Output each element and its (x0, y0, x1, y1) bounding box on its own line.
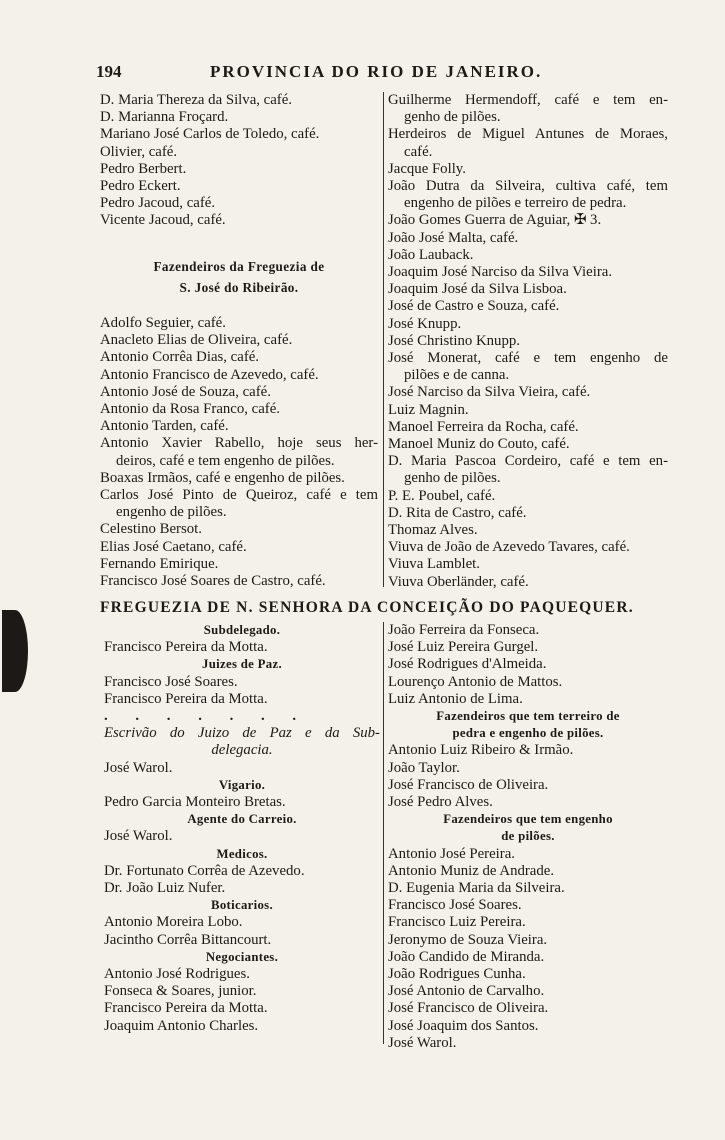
list-item: José Knupp. (388, 315, 462, 332)
list-item: Jacintho Corrêa Bittancourt. (104, 931, 272, 948)
list-item: José de Castro e Souza, café. (388, 298, 560, 315)
list-item: Francisco Pereira da Motta. (104, 639, 268, 656)
list-item: Celestino Bersot. (100, 521, 202, 538)
list-item: João Rodrigues Cunha. (388, 966, 526, 983)
page-number: 194 (96, 62, 122, 81)
list-item: Adolfo Seguier, café. (100, 315, 226, 331)
list-item: Jeronymo de Souza Vieira. (388, 931, 548, 948)
section-heading: pedra e engenho de pilões. (452, 726, 604, 741)
list-item: João Lauback. (388, 246, 474, 263)
list-item: Francisco Pereira da Motta. (104, 690, 268, 707)
list-item: Carlos José Pinto de Queiroz, café e tem (100, 487, 378, 504)
list-item: Herdeiros de Miguel Antunes de Moraes, (388, 126, 668, 143)
section-heading: Fazendeiros que tem engenho (443, 812, 613, 827)
role-heading: Negociantes. (205, 949, 279, 964)
role-heading: Subdelegado. (203, 623, 281, 637)
list-item: Viuva Lamblet. (388, 556, 480, 573)
list-item: Antonio José Pereira. (388, 845, 515, 862)
section-heading: S. José do Ribeirão. (179, 280, 299, 296)
list-item: Antonio Tarden, café. (100, 418, 229, 435)
role-heading: Boticarios. (211, 898, 273, 913)
list-item: Fernando Emirique. (100, 555, 219, 572)
list-item: D. Eugenia Maria da Silveira. (388, 880, 565, 897)
list-item: João José Malta, café. (388, 229, 519, 246)
list-item: Mariano José Carlos de Toledo, café. (100, 126, 320, 143)
list-item: José Narciso da Silva Vieira, café. (388, 384, 591, 401)
list-item: D. Maria Pascoa Cordeiro, café e tem en- (388, 453, 668, 470)
list-item: Guilherme Hermendoff, café e tem en- (388, 92, 668, 108)
ribeirao-list (100, 315, 378, 590)
list-item: Lourenço Antonio de Mattos. (388, 673, 563, 690)
role-heading: Vigario. (218, 777, 266, 792)
list-item: Antonio Xavier Rabello, hoje seus her- (100, 435, 378, 452)
list-item: Joaquim José Narciso da Silva Vieira. (388, 264, 613, 281)
list-item: Antonio da Rosa Franco, café. (100, 401, 280, 418)
role-heading: delegacia. (211, 742, 273, 759)
list-item: Antonio José de Souza, café. (100, 383, 271, 400)
top-right-column (388, 92, 668, 591)
list-item: Dr. Fortunato Corrêa de Azevedo. (104, 862, 305, 879)
paquequer-left-column (104, 622, 380, 1035)
list-item: Antonio Muniz de Andrade. (388, 862, 555, 879)
list-item: Antonio Moreira Lobo. (104, 914, 243, 931)
list-item: P. E. Poubel, café. (388, 487, 496, 504)
list-item: José Pedro Alves. (388, 794, 493, 811)
list-item: Pedro Garcia Monteiro Bretas. (104, 794, 286, 811)
top-left-column (100, 92, 378, 230)
list-item: Pedro Eckert. (100, 178, 181, 195)
list-item: José Warol. (388, 1034, 457, 1051)
role-heading: Escrivão do Juizo de Paz e da Sub- (104, 725, 380, 742)
list-item: engenho de pilões. (116, 504, 227, 521)
list-item: Antonio Francisco de Azevedo, café. (100, 366, 319, 383)
list-item: Luiz Antonio de Lima. (388, 690, 523, 707)
list-item: D. Rita de Castro, café. (388, 504, 527, 521)
list-item: Antonio Luiz Ribeiro & Irmão. (388, 742, 574, 759)
list-item: Francisco Pereira da Motta. (104, 1000, 268, 1017)
list-item: Boaxas Irmãos, café e engenho de pilões. (100, 469, 345, 486)
list-item: genho de pilões. (404, 109, 501, 126)
list-item: engenho de pilões e terreiro de pedra. (404, 195, 627, 212)
list-item: Manoel Muniz do Couto, café. (388, 436, 570, 453)
list-item: João Candido de Miranda. (388, 948, 545, 965)
list-item: João Taylor. (388, 759, 460, 776)
list-item: João Ferreira da Fonseca. (388, 622, 540, 638)
list-item: José Warol. (104, 828, 173, 845)
list-item: Anacleto Elias de Oliveira, café. (100, 332, 293, 349)
list-item: Joaquim José da Silva Lisboa. (388, 281, 567, 298)
role-heading: Juizes de Paz. (202, 657, 282, 672)
column-rule-top (383, 92, 384, 587)
list-item: José Luiz Pereira Gurgel. (388, 639, 539, 656)
list-item: Antonio Corrêa Dias, café. (100, 349, 260, 366)
list-item: Viuva de João de Azevedo Tavares, café. (388, 539, 630, 556)
list-item: café. (404, 143, 433, 160)
list-item: José Christino Knupp. (388, 332, 520, 349)
list-item: Olivier, café. (100, 143, 178, 160)
list-item: João Gomes Guerra de Aguiar, ✠ 3. (388, 212, 602, 229)
list-item: deiros, café e tem engenho de pilões. (116, 452, 335, 469)
list-item: José Francisco de Oliveira. (388, 776, 549, 793)
list-item: José Rodrigues d'Almeida. (388, 656, 547, 673)
list-item: genho de pilões. (404, 470, 501, 487)
list-item: Fonseca & Soares, junior. (104, 983, 257, 1000)
list-item: Francisco José Soares. (388, 897, 522, 914)
list-item: José Monerat, café e tem engenho de (388, 350, 668, 367)
list-item: Francisco José Soares de Castro, café. (100, 573, 326, 590)
list-item: D. Maria Thereza da Silva, café. (100, 92, 292, 108)
ink-blot (2, 610, 28, 692)
list-item: José Warol. (104, 759, 173, 776)
list-item: Joaquim Antonio Charles. (104, 1017, 259, 1034)
column-rule-bottom (383, 622, 384, 1044)
list-item: Pedro Jacoud, café. (100, 195, 216, 212)
list-item: Francisco José Soares. (104, 673, 238, 690)
list-item: Dr. João Luiz Nufer. (104, 880, 226, 897)
section-heading: Fazendeiros da Freguezia de (153, 259, 325, 274)
list-item: Jacque Folly. (388, 160, 466, 177)
list-item: Viuva Oberländer, café. (388, 573, 529, 590)
list-item: José Antonio de Carvalho. (388, 983, 545, 1000)
section-heading: Fazendeiros que tem terreiro de (436, 709, 620, 724)
list-item: Thomaz Alves. (388, 522, 478, 539)
running-header (96, 62, 676, 86)
ellipsis-row: . . . . . . . (104, 708, 309, 725)
list-item: Luiz Magnin. (388, 401, 469, 418)
list-item: D. Marianna Froçard. (100, 109, 229, 126)
list-item: José Joaquim dos Santos. (388, 1017, 539, 1034)
page-title: PROVINCIA DO RIO DE JANEIRO. (210, 62, 543, 81)
list-item: Antonio José Rodrigues. (104, 966, 250, 983)
list-item: Pedro Berbert. (100, 160, 187, 177)
section-title: FREGUEZIA DE N. SENHORA DA CONCEIÇÃO DO PAQUEQUER. (100, 599, 634, 616)
list-item: Elias José Caetano, café. (100, 538, 247, 555)
paquequer-right-column (388, 622, 668, 1052)
list-item: pilões e de canna. (404, 367, 510, 384)
list-item: Manoel Ferreira da Rocha, café. (388, 418, 579, 435)
list-item: José Francisco de Oliveira. (388, 1000, 549, 1017)
list-item: Francisco Luiz Pereira. (388, 914, 526, 931)
list-item: Vicente Jacoud, café. (100, 212, 226, 229)
section-heading: de pilões. (501, 829, 555, 844)
ribeirao-heading (100, 258, 378, 296)
role-heading: Agente do Carreio. (187, 812, 297, 827)
list-item: João Dutra da Silveira, cultiva café, tem (388, 178, 668, 195)
role-heading: Medicos. (216, 846, 268, 861)
